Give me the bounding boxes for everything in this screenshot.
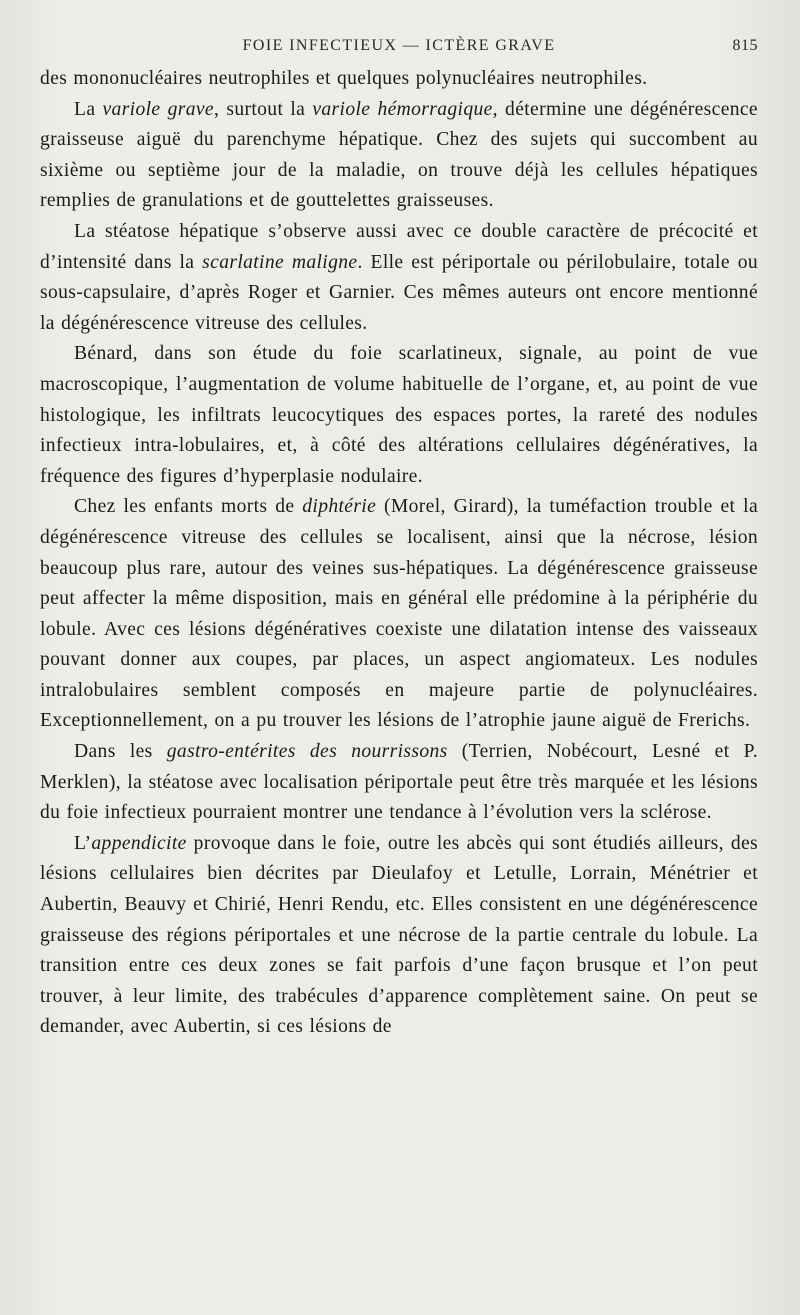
text-run: provoque dans le foie, outre les abcès qui sont étudiés ailleurs, des lésions cellulaires bien décrites par Dieulafoy et Letulle, Lorrain, Ménétrier et Aubertin, Beauvy et Chirié, Henri Rendu, etc. Elles consistent en une dégénérescence graisseuse des régions périportales et une nécrose de la partie centrale du lobule. La transition entre ces deux zones se fait parfois d’une façon brusque et l’on peut trouver, à leur limite, des trabécules d’apparence complètement saine. On peut se demander, avec Aubertin, si ces lésions de [40,832,758,1038]
paragraph [40,829,758,1043]
italic-term: scarlatine maligne [202,251,358,273]
text-run: (Morel, Girard), la tuméfaction trouble et la dégénérescence vitreuse des cellules se localisent, ainsi que la nécrose, lésion beaucoup plus rare, autour des veines sus-hépatiques. La dégénérescence graisseuse peut affecter la même disposition, mais en général elle prédomine à la périphérie du lobule. Avec ces lésions dégénératives coexiste une dilatation intense des vaisseaux pouvant donner aux coupes, par places, un aspect angiomateux. Les nodules intralobulaires semblent composés en majeure partie de polynucléaires. Exceptionnellement, on a pu trouver les lésions de l’atrophie jaune aiguë de Frerichs. [40,496,758,732]
text-run: (Terrien, Nobécourt, Lesné et P. Merklen), la stéatose avec localisation périportale peut être très marquée et les lésions du foie infectieux pourraient montrer une tendance à l’évolution vers la sclérose. [40,741,758,824]
text-run: La [74,98,103,120]
paragraph [40,339,758,492]
text-run: La stéatose hépatique s’observe aussi avec ce double caractère de précocité et d’intensité dans la [40,220,758,273]
italic-term: variole hémorragique [312,98,493,120]
paragraph [40,217,758,339]
paragraph [40,95,758,217]
italic-term: appendicite [91,832,187,854]
text-run: Bénard, dans son étude du foie scarlatineux, signale, au point de vue macroscopique, l’augmentation de volume habituelle de l’organe, et, au point de vue histologique, les infiltrats leucocytiques des espaces portes, la rareté des nodules infectieux intra-lobulaires, et, à côté des altérations cellulaires dégénératives, la fréquence des figures d’hyperplasie nodulaire. [40,343,758,487]
text-run: Dans les [74,741,167,763]
text-run: , détermine une dégénérescence graisseuse aiguë du parenchyme hépatique. Chez des sujets qui succombent au sixième ou septième jour de la maladie, on trouve déjà les cellules hépatiques remplies de granulations et de gouttelettes graisseuses. [40,98,758,212]
running-title: FOIE INFECTIEUX — ICTÈRE GRAVE [242,37,556,54]
italic-term: variole grave [102,98,214,120]
running-header [40,28,758,64]
italic-term: diphtérie [302,496,377,518]
body-text [40,64,758,1043]
text-run: Chez les enfants morts de [74,496,303,518]
text-run: L’ [74,832,92,854]
paragraph [40,492,758,737]
text-run: , surtout la [213,98,313,120]
text-run: des mononucléaires neutrophiles et quelques polynucléaires neutrophiles. [40,68,648,89]
text-run: . Elle est périportale ou périlobulaire, totale ou sous-capsulaire, d’après Roger et Garnier. Ces mêmes auteurs ont encore mentionné la dégénérescence vitreuse des cellules. [40,251,758,334]
paragraph [40,64,758,95]
page-number: 815 [732,37,758,54]
italic-term: gastro-entérites des nourrissons [166,741,448,763]
paragraph [40,737,758,829]
